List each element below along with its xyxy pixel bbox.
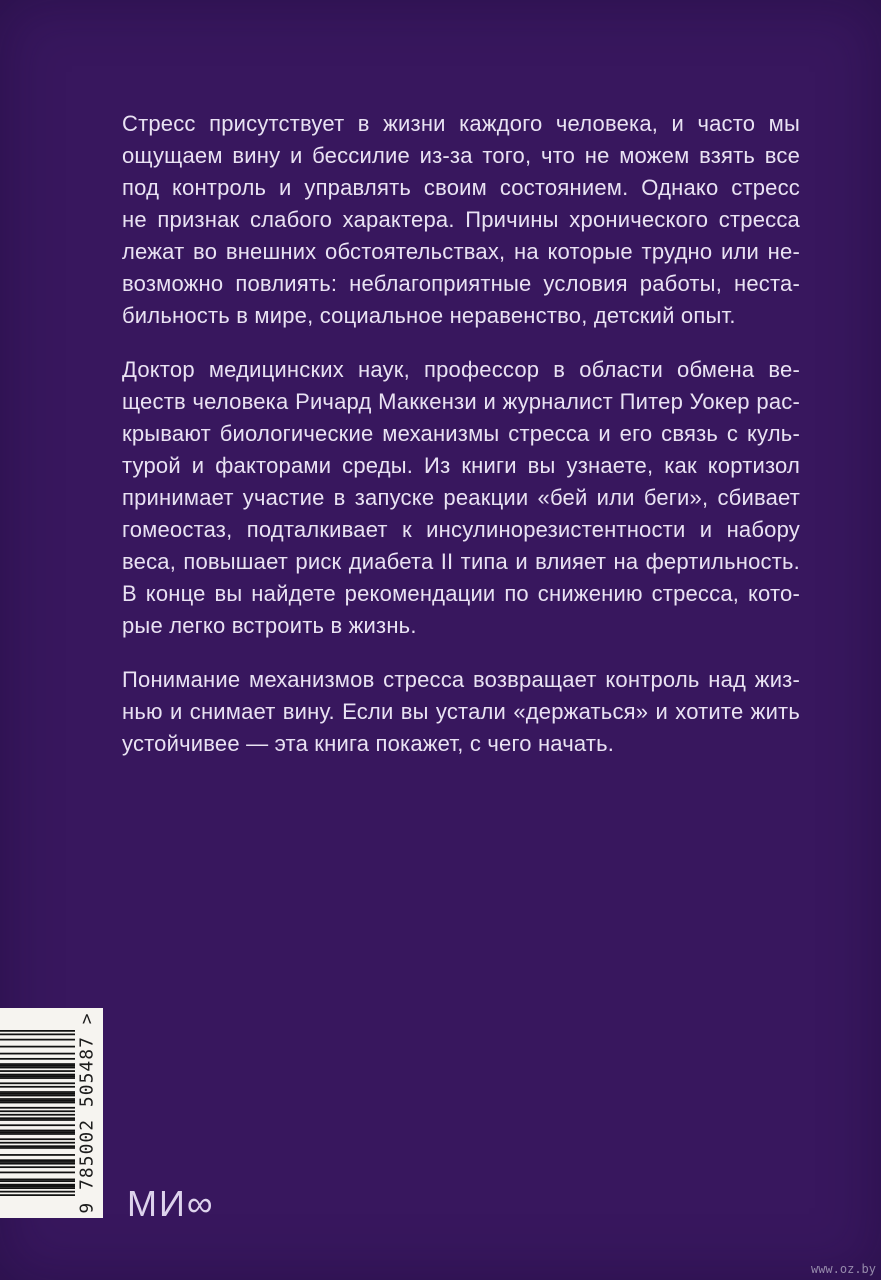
text-line: рые легко встроить в жизнь. (122, 613, 417, 638)
blurb-paragraph-3 (122, 664, 800, 760)
text-line: Стресс присутствует в жизни каждого человека, и часто мы (122, 111, 800, 136)
text-line: возможно повлиять: неблагоприятные условия работы, неста- (122, 271, 800, 296)
text-line: турой и факторами среды. Из книги вы узнаете, как кортизол (122, 453, 800, 478)
text-line: гомеостаз, подталкивает к инсулинорезистентности и набору (122, 517, 800, 542)
text-line: бильность в мире, социальное неравенство, детский опыт. (122, 303, 736, 328)
text-line: В конце вы найдете рекомендации по снижению стресса, кото- (122, 581, 800, 606)
blurb-paragraph-2 (122, 354, 800, 642)
text-line: принимает участие в запуске реакции «бей или беги», сбивает (122, 485, 800, 510)
text-line: нью и снимает вину. Если вы устали «держаться» и хотите жить (122, 699, 800, 724)
text-line: не признак слабого характера. Причины хронического стресса (122, 207, 800, 232)
text-line: лежат во внешних обстоятельствах, на которые трудно или не- (122, 239, 800, 264)
text-line: ществ человека Ричард Маккензи и журналист Питер Уокер рас- (122, 389, 800, 414)
text-line: Доктор медицинских наук, профессор в области обмена ве- (122, 357, 800, 382)
barcode-number-text: 9 785002 505487 > (76, 1012, 97, 1214)
blurb-paragraph-1 (122, 108, 800, 332)
text-line: под контроль и управлять своим состоянием. Однако стресс (122, 175, 800, 200)
text-line: ощущаем вину и бессилие из-за того, что не можем взять все (122, 143, 800, 168)
barcode-bars (0, 1030, 75, 1196)
text-line: устойчивее — эта книга покажет, с чего начать. (122, 731, 615, 756)
watermark-oz-by: www.oz.by (810, 1262, 876, 1276)
text-line: веса, повышает риск диабета II типа и влияет на фертильность. (122, 549, 800, 574)
text-line: крывают биологические механизмы стресса и его связь с куль- (122, 421, 800, 446)
publisher-logo-mif: МИ∞ (127, 1183, 215, 1224)
blurb-text (122, 108, 800, 782)
barcode-number (70, 1008, 103, 1218)
barcode (0, 1008, 103, 1218)
text-line: Понимание механизмов стресса возвращает контроль над жиз- (122, 667, 800, 692)
